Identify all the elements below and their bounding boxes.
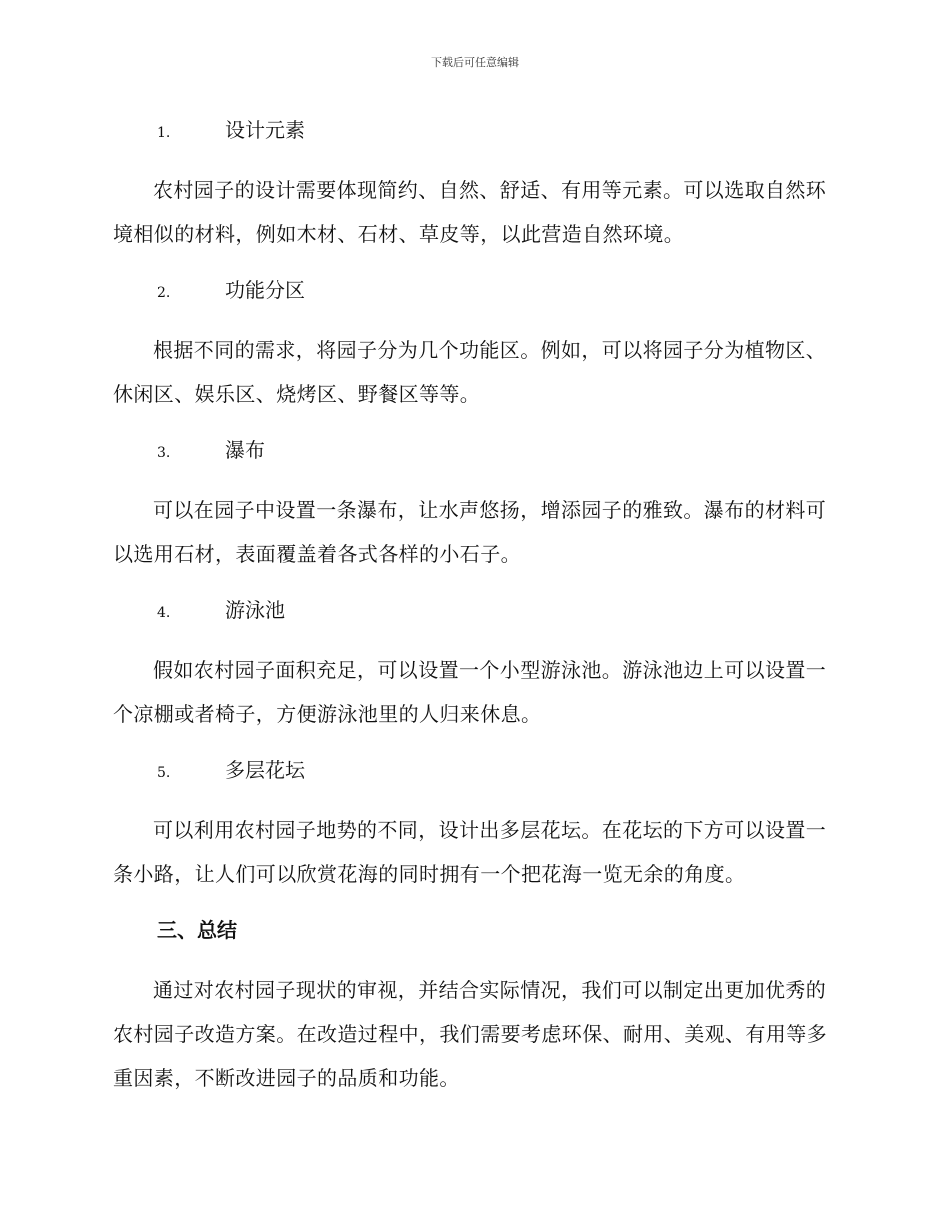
item-title: 多层花坛 [225, 758, 305, 782]
item-title: 游泳池 [225, 598, 285, 622]
item-heading [113, 110, 838, 150]
item-number: 2. [157, 285, 171, 301]
item-number: 3. [157, 445, 171, 461]
item-number: 5. [157, 765, 171, 781]
item-number: 4. [157, 605, 171, 621]
item-paragraph: 假如农村园子面积充足，可以设置一个小型游泳池。游泳池边上可以设置一个凉棚或者椅子，方便游泳池里的人归来休息。 [113, 658, 827, 726]
item-title: 功能分区 [225, 278, 305, 302]
summary-paragraph: 通过对农村园子现状的审视，并结合实际情况，我们可以制定出更加优秀的农村园子改造方案。在改造过程中，我们需要考虑环保、耐用、美观、有用等多重因素，不断改进园子的品质和功能。 [113, 978, 827, 1090]
item-title: 瀑布 [225, 438, 265, 462]
document-body [113, 110, 838, 1114]
item-paragraph: 农村园子的设计需要体现简约、自然、舒适、有用等元素。可以选取自然环境相似的材料，例如木材、石材、草皮等，以此营造自然环境。 [113, 178, 827, 246]
item-number: 1. [157, 125, 171, 141]
item-heading [113, 270, 838, 310]
summary-title: 三、总结 [157, 918, 237, 942]
page-header-note: 下载后可任意编辑 [431, 56, 519, 69]
item-title: 设计元素 [225, 118, 305, 142]
item-heading [113, 590, 838, 630]
item-heading [113, 750, 838, 790]
item-paragraph: 根据不同的需求，将园子分为几个功能区。例如，可以将园子分为植物区、休闲区、娱乐区、烧烤区、野餐区等等。 [113, 338, 827, 406]
item-heading [113, 430, 838, 470]
item-paragraph: 可以在园子中设置一条瀑布，让水声悠扬，增添园子的雅致。瀑布的材料可以选用石材，表面覆盖着各式各样的小石子。 [113, 498, 827, 566]
item-paragraph: 可以利用农村园子地势的不同，设计出多层花坛。在花坛的下方可以设置一条小路，让人们可以欣赏花海的同时拥有一个把花海一览无余的角度。 [113, 818, 827, 886]
